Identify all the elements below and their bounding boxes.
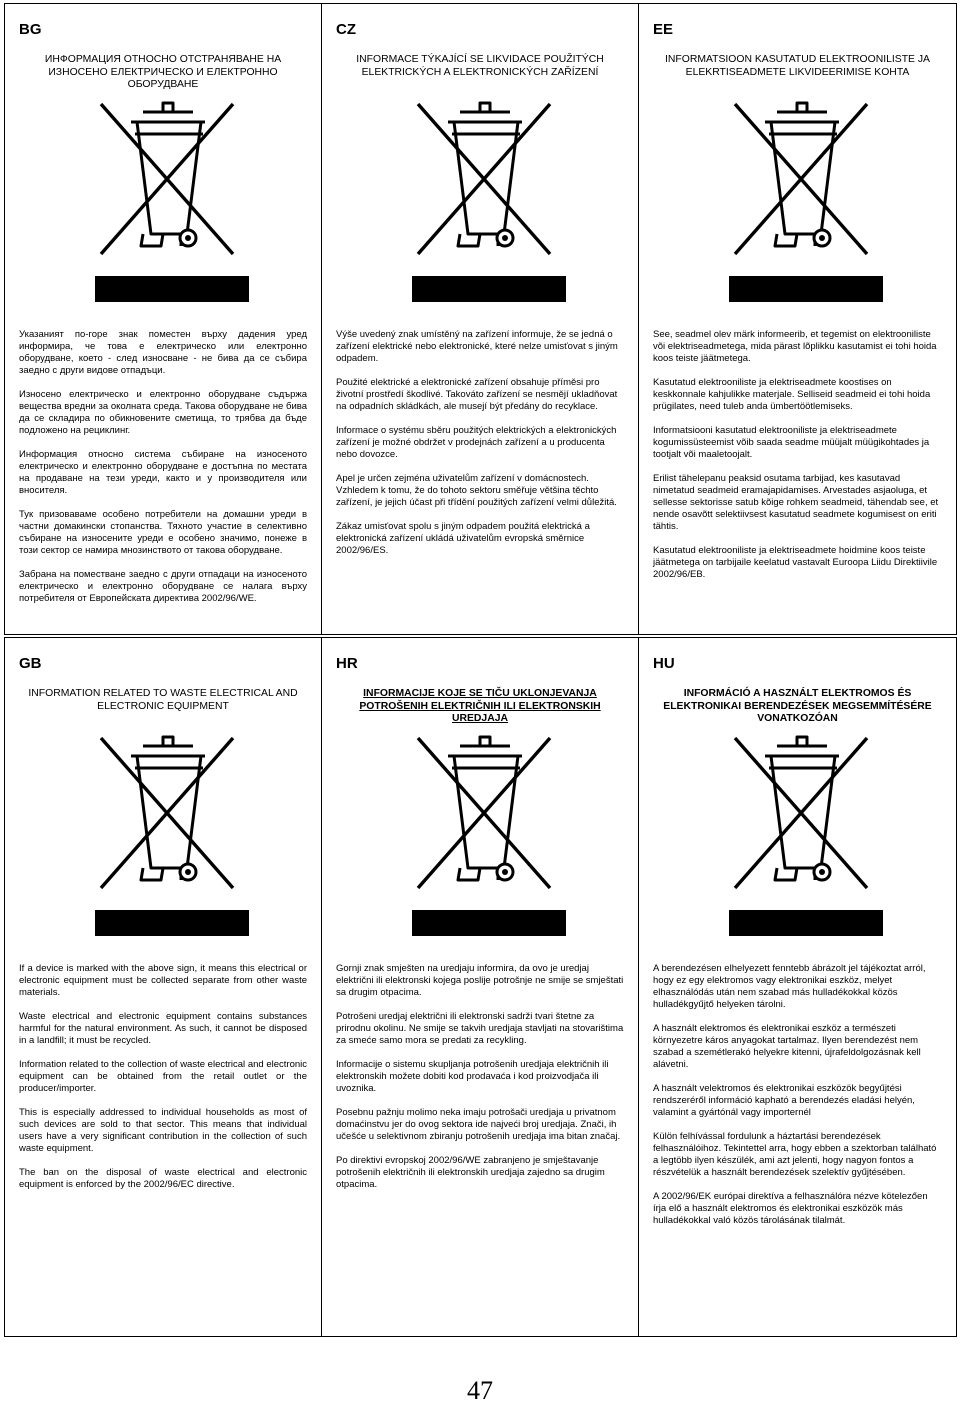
paragraph: A használt elektromos és elektronikai eszköz a természeti környezetre káros anyagokat tartalmaz. Ilyen berendezést nem szabad a szemétlerakó helyekre kitenni, újrafeldolgozásnak kell alávetni. xyxy=(653,1023,921,1070)
section-code: GB xyxy=(19,655,42,672)
paragraph: A használt velektromos és elektronikai eszközök begyűjtési rendszeréről információ kapható a berendezés eladási helyén, valamint a gyártónál vagy importernél xyxy=(653,1083,915,1118)
section-title xyxy=(338,688,622,728)
paragraph: Posebnu pažnju molimo neka imaju potrošači uredjaja u privatnom domaćinstvu jer do ovog sektora ide najveći broj uredjaja. Znači, ih učešće u selektivnom zbiranju potrošenih uredjaja ima bitan značaj. xyxy=(336,1107,621,1142)
paragraph: Zákaz umisťovat spolu s jiným odpadem použitá elektrická a elektronická zařízení ukládá uživatelům evropská směrnice 2002/96/ES. xyxy=(336,521,590,556)
paragraph: Informacije o sistemu skupljanja potrošenih uredjaja električnih ili elektronskih možete dobiti kod prodavaća i kod proizvodjača ili uvoznika. xyxy=(336,1059,609,1094)
paragraph: Apel je určen zejména uživatelům zařízení v domácnostech. Vzhledem k tomu, že do tohoto sektoru směřuje většina těchto zařízení, je jejich účast při třídění použitých zařízení velmi důležitá. xyxy=(336,473,617,508)
weee-bin-icon xyxy=(19,728,307,940)
section-body xyxy=(653,329,942,581)
paragraph: Potrošeni uredjaj električni ili elektronski sadrži tvari štetne za prirodnu okolinu. Ne smije se takvih uredjaja stavljati na stovarištima za smeće samo mora se predati za recykling. xyxy=(336,1011,624,1046)
section-body xyxy=(653,963,942,1227)
paragraph: Informatsiooni kasutatud elektrooniliste ja elektriseadmete kogumissüsteemist võib saada seadme müüjalt müügikohtades ja tootjalt või maaletoojalt. xyxy=(653,425,930,460)
section-title: INFORMATION RELATED TO WASTE ELECTRICAL AND ELECTRONIC EQUIPMENT xyxy=(28,688,298,712)
section-title: INFORMÁCIÓ A HASZNÁLT ELEKTROMOS ÉS ELEKTRONIKAI BERENDEZÉSEK MEGSEMMÍTÉSÉRE VONATKOZÓAN xyxy=(663,688,932,724)
section-body xyxy=(19,963,307,1191)
weee-bin-icon xyxy=(653,94,942,306)
section-body xyxy=(19,329,307,605)
paragraph: Information related to the collection of waste electrical and electronic equipment can be obtained from the retail outlet or the producer/importer. xyxy=(19,1059,307,1094)
paragraph: Külön felhívással fordulunk a háztartási berendezések felhasználóihoz. Tekintettel arra, hogy ebben a szektorban található a legtöbb ilyen készülék, ami azt jelenti, hogy nagyon fontos a részvételük a használt berendezések szelektív gyűjtésében. xyxy=(653,1131,937,1178)
weee-bin-icon xyxy=(336,728,624,940)
paragraph: A 2002/96/EK európai direktíva a felhasználóra nézve kötelezően írja elő a használt elektromos és elektronikai eszközök más hulladékokkal való közös tárolásának tilalmát. xyxy=(653,1191,928,1226)
section-title: INFORMACE TÝKAJÍCÍ SE LIKVIDACE POUŽITÝCH ELEKTRICKÝCH A ELEKTRONICKÝCH ZAŘÍZENÍ xyxy=(356,54,604,78)
paragraph: This is especially addressed to individual households as most of such devices are sold to that sector. This means that individual users have a very significant contribution in the collection of such waste equipment. xyxy=(19,1107,307,1154)
section-gb xyxy=(5,638,322,1336)
section-body xyxy=(336,329,624,557)
weee-bin-icon xyxy=(653,728,942,940)
section-hu xyxy=(639,638,956,1336)
section-title-text: INFORMACIJE KOJE SE TIČU UKLONJEVANJA POTROŠENIH ELEKTRIČNIH ILI ELEKTRONSKIH UREDJAJA xyxy=(359,688,601,724)
paragraph: Gornji znak smješten na uredjaju informira, da ovo je uredjaj električni ili elektronski kojega poslije potrošnje ne smije se smještati sa drugim otpacima. xyxy=(336,963,624,998)
page-number: 47 xyxy=(467,1376,493,1405)
bottom-panel xyxy=(4,637,957,1337)
section-title: INFORMATSIOON KASUTATUD ELEKTROONILISTE JA ELEKRTISEADMETE LIKVIDEERIMISE KOHTA xyxy=(665,54,930,78)
section-code: CZ xyxy=(336,21,356,38)
section-ee xyxy=(639,4,956,634)
paragraph: If a device is marked with the above sign, it means this electrical or electronic equipment must be collected separate from other waste materials. xyxy=(19,963,307,998)
paragraph: The ban on the disposal of waste electrical and electronic equipment is enforced by the 2002/96/EC directive. xyxy=(19,1167,307,1190)
section-cz xyxy=(322,4,639,634)
weee-bin-icon xyxy=(336,94,624,306)
paragraph: See, seadmel olev märk informeerib, et tegemist on elektrooniliste või elektriseadmetega, mida pärast lõplikku kasutamist ei tohi hoida koos teiste jäätmetega. xyxy=(653,329,937,364)
paragraph: Износено електрическо и електронно оборудване съдържа вещества вредни за околната среда. Такова оборудване не бива да се складира по обикновените сметища, то трябва да бъде подложено на рециклинг. xyxy=(19,389,307,436)
paragraph: Erilist tähelepanu peaksid osutama tarbijad, kes kasutavad nimetatud seadmeid eramajapidamises. Arvestades asjaoluga, et sellesse sektorisse satub kõige rohkem seadmeid, tähendab see, et nende osavõtt selektiivsest kasutatud seadmete kogumisest on eriti tähtis. xyxy=(653,473,939,532)
paragraph: Тук призоваваме особено потребители на домашни уреди в частни домакински стопанства. Тяхното участие в селективно събиране на износените уреди е особено значимо, понеже в този сектор се намира мнозинството от такова оборудване. xyxy=(19,509,307,556)
section-body xyxy=(336,963,624,1191)
section-code: EE xyxy=(653,21,674,38)
paragraph: Výše uvedený znak umístěný na zařízení informuje, že se jedná o zařízení elektrické nebo elektronické, které nelze umisťovat s jiným odpadem. xyxy=(336,329,618,364)
paragraph: Po direktivi evropskoj 2002/96/WE zabranjeno je smještavanje potrošenih električnih ili elektronskih uredjaja zajedno sa drugim otpacima. xyxy=(336,1155,605,1190)
paragraph: A berendezésen elhelyezett fenntebb ábrázolt jel tájékoztat arról, hogy ez egy elektromos vagy elektronikai eszköz, melyet elhasználódás után nem szabad más hulladékokkal közös hulladékgyűjtő helyeken tárolni. xyxy=(653,963,926,1010)
section-hr xyxy=(322,638,639,1336)
paragraph: Kasutatud elektrooniliste ja elektriseadmete koostises on keskkonnale kahjulikke materjale. Selliseid seadmeid ei tohi hoida prügilates, need tuleb anda ümbertöötlemiseks. xyxy=(653,377,931,412)
weee-bin-icon xyxy=(19,94,307,306)
paragraph: Забрана на поместване заедно с други отпадаци на износеното електрическо и електронно оборудване се налага върху потребителя от Европейската директива 2002/96/WE. xyxy=(19,569,307,604)
paragraph: Kasutatud elektrooniliste ja elektriseadmete hoidmine koos teiste jäätmetega on tarbijaile keelatud vastavalt Euroopa Liidu Direktiivile 2002/96/EB. xyxy=(653,545,938,580)
paragraph: Informace o systému sběru použitých elektrických a elektronických zařízení je možné obdržet v prodejnách zařízení a u producenta nebo dovozce. xyxy=(336,425,617,460)
section-code: HR xyxy=(336,655,358,672)
paragraph: Указаният по-горе знак поместен върху дадения уред информира, че това е електрическо или електронно оборудване, което - след износване - не бива да се събира заедно с други видове отпадъци. xyxy=(19,329,307,376)
section-bg xyxy=(5,4,322,634)
top-panel xyxy=(4,3,957,635)
section-code: BG xyxy=(19,21,42,38)
section-code: HU xyxy=(653,655,675,672)
paragraph: Информация относно система събиране на износеното електрическо и електронно оборудване е достъпна по местата на продаване на тези уреди, както и у производителя или вносителя. xyxy=(19,449,307,496)
paragraph: Waste electrical and electronic equipment contains substances harmful for the natural environment. As such, it cannot be disposed in a landfill; it must be recycled. xyxy=(19,1011,307,1046)
paragraph: Použité elektrické a elektronické zařízení obsahuje příměsi pro životní prostředí škodlivé. Takováto zařízení se nesmějí ukladňovat na odpadních skládkách, ale musejí být předány do recyklace. xyxy=(336,377,618,412)
section-title: ИНФОРМАЦИЯ ОТНОСНО ОТСТРАНЯВАНЕ НА ИЗНОСЕНО ЕЛЕКТРИЧЕСКО И ЕЛЕКТРОННО ОБОРУДВАНЕ xyxy=(44,54,282,90)
